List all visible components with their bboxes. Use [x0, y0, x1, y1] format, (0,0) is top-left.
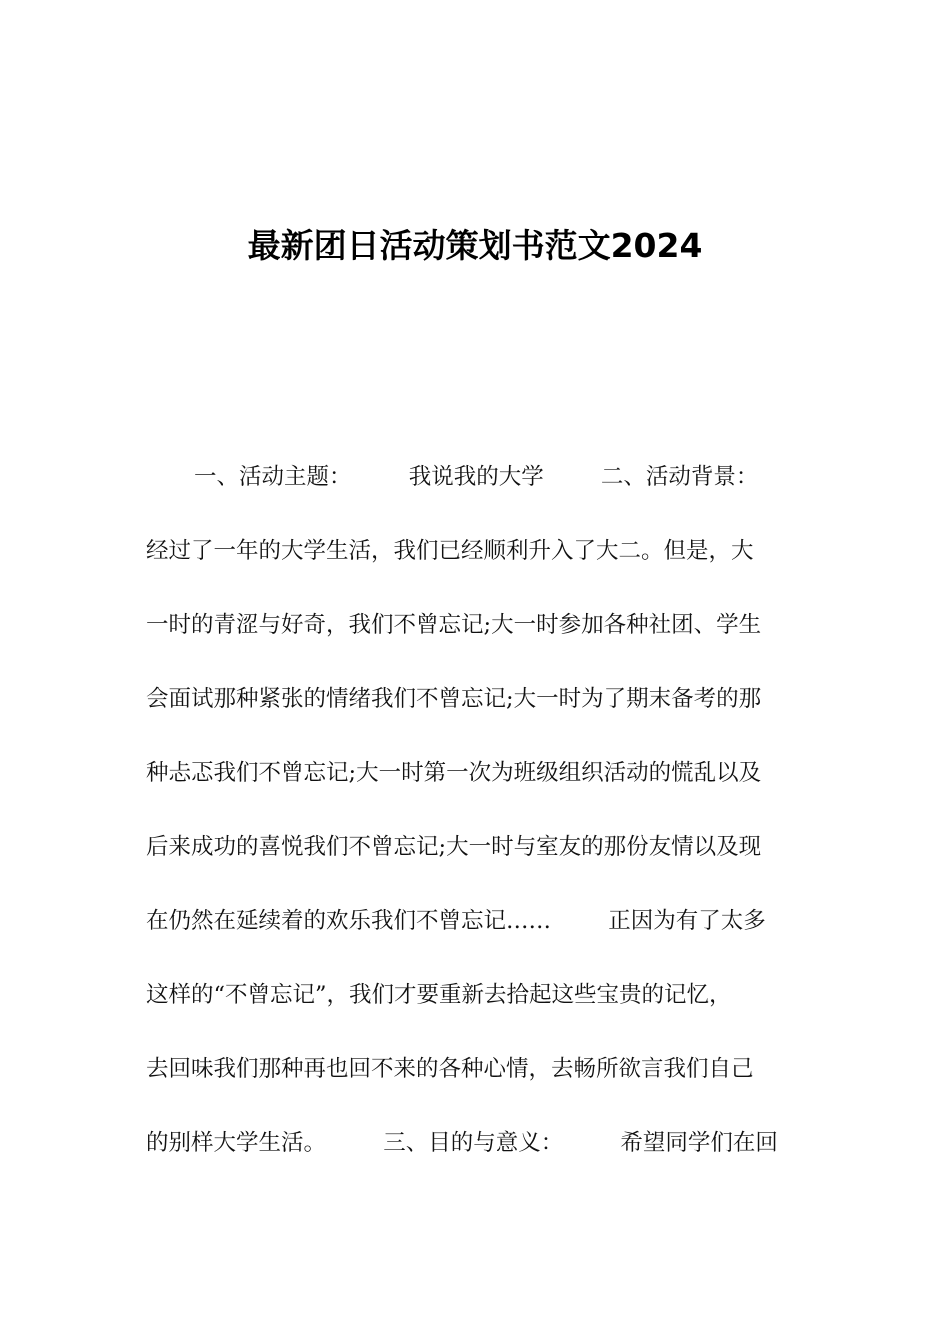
- body-line-4: 会面试那种紧张的情绪我们不曾忘记;大一时为了期末备考的那: [146, 686, 762, 712]
- body-line-5: 种忐忑我们不曾忘记;大一时第一次为班级组织活动的慌乱以及: [146, 760, 762, 786]
- body-line-2: 经过了一年的大学生活，我们已经顺利升入了大二。但是，大: [146, 538, 754, 564]
- body-line-3: 一时的青涩与好奇，我们不曾忘记;大一时参加各种社团、学生: [146, 612, 762, 638]
- body-line-10: 的别样大学生活。 三、目的与意义： 希望同学们在回: [146, 1130, 778, 1156]
- body-line-6: 后来成功的喜悦我们不曾忘记;大一时与室友的那份友情以及现: [146, 834, 762, 860]
- document-body: [146, 455, 806, 1195]
- document-title: 最新团日活动策划书范文2024: [247, 226, 703, 265]
- body-line-1: 一、活动主题： 我说我的大学 二、活动背景：: [194, 464, 759, 490]
- body-line-9: 去回味我们那种再也回不来的各种心情，去畅所欲言我们自己: [146, 1056, 754, 1082]
- body-line-8: 这样的“不曾忘记”，我们才要重新去拾起这些宝贵的记忆，: [146, 982, 732, 1008]
- body-line-7: 在仍然在延续着的欢乐我们不曾忘记…… 正因为有了太多: [146, 908, 766, 934]
